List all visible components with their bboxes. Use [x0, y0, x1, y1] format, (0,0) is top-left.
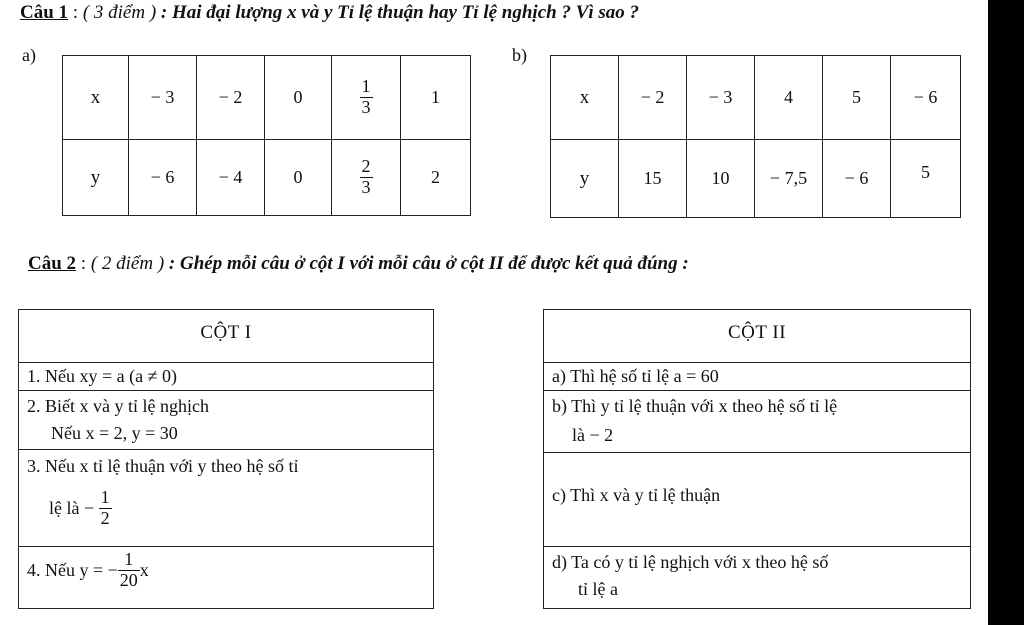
part-a-label: a): [22, 45, 36, 65]
table-a-cell: − 2: [197, 56, 265, 140]
column-ii-row-d-line-2: tỉ lệ a: [578, 579, 618, 599]
table-b-cell: − 3: [687, 56, 755, 140]
column-i-row-3-prefix: lệ là −: [49, 497, 95, 518]
fraction-numerator: 1: [100, 487, 110, 507]
table-b-row-y: [551, 140, 961, 218]
column-ii-divider: [544, 452, 970, 453]
table-b-cell: 4: [755, 56, 823, 140]
table-a-x-label: x: [63, 56, 129, 140]
q1-number: Câu 1: [20, 2, 69, 23]
fraction-denominator: 3: [361, 97, 371, 117]
column-ii-row-c: c) Thì x và y tỉ lệ thuận: [552, 485, 721, 505]
table-b-cell: 5: [891, 140, 961, 218]
q2-points: ( 2 điểm ): [90, 253, 165, 274]
table-a-cell-fraction: [332, 56, 401, 140]
table-a-cell: 1: [401, 56, 471, 140]
table-a-cell: − 4: [197, 140, 265, 216]
column-i-divider: [19, 449, 433, 450]
column-i-row-3-line-1: 3. Nếu x tỉ lệ thuận với y theo hệ số tỉ: [27, 456, 299, 476]
column-ii-row-a: a) Thì hệ số tỉ lệ a = 60: [552, 366, 719, 386]
fraction-numerator: 2: [361, 156, 371, 177]
table-b-cell: 10: [687, 140, 755, 218]
table-b-x-label: x: [551, 56, 619, 140]
column-i-row-4: [27, 550, 427, 591]
table-b-cell: − 2: [619, 56, 687, 140]
fraction: [118, 550, 140, 591]
table-a-cell: 0: [265, 56, 332, 140]
part-b-label: b): [512, 45, 527, 65]
column-i-row-2-line-2: Nếu x = 2, y = 30: [51, 423, 178, 443]
fraction-denominator: 20: [119, 569, 138, 590]
table-a-cell-fraction: [332, 140, 401, 216]
column-ii-row-b-line-1: b) Thì y tỉ lệ thuận với x theo hệ số tỉ lệ: [552, 396, 838, 416]
table-a-row-y: [63, 140, 471, 216]
column-i-row-2-line-1: 2. Biết x và y tỉ lệ nghịch: [27, 396, 209, 416]
fraction-numerator: 1: [124, 549, 134, 569]
table-b: [550, 55, 961, 218]
column-i-row-3-line-2: [49, 488, 427, 529]
column-ii-divider: [544, 390, 970, 391]
fraction-numerator: 1: [361, 76, 371, 97]
table-a-cell: − 3: [129, 56, 197, 140]
table-b-y-label: y: [551, 140, 619, 218]
column-i-row-4-suffix: x: [139, 559, 149, 580]
table-a: [62, 55, 471, 216]
fraction: [360, 157, 373, 198]
table-b-row-x: [551, 56, 961, 140]
fraction-denominator: 2: [100, 507, 110, 528]
table-a-cell: 0: [265, 140, 332, 216]
fraction: [99, 488, 112, 529]
table-a-y-label: y: [63, 140, 129, 216]
q1-points: ( 3 điểm ): [82, 2, 157, 23]
table-b-cell: − 6: [891, 56, 961, 140]
q2-number: Câu 2: [28, 253, 77, 274]
column-i-row-1: 1. Nếu xy = a (a ≠ 0): [27, 366, 177, 386]
table-b-cell: 5: [823, 56, 891, 140]
table-b-cell: − 6: [823, 140, 891, 218]
fraction: [360, 77, 373, 118]
q1-title: [20, 2, 639, 24]
q1-prompt: : Hai đại lượng x và y Tỉ lệ thuận hay Tỉ lệ nghịch ? Vì sao ?: [156, 2, 640, 23]
table-a-row-x: [63, 56, 471, 140]
table-a-cell: − 6: [129, 140, 197, 216]
table-a-cell: 2: [401, 140, 471, 216]
column-i-header: CỘT I: [200, 322, 252, 343]
table-b-cell: − 7,5: [755, 140, 823, 218]
column-ii-box: [543, 309, 971, 609]
q2-prompt: : Ghép mỗi câu ở cột I với mỗi câu ở cột II để được kết quả đúng :: [164, 253, 689, 274]
table-b-cell: 15: [619, 140, 687, 218]
q2-colon: :: [76, 253, 91, 274]
q1-colon: :: [68, 2, 83, 23]
black-edge-bar: [988, 0, 1024, 625]
fraction-denominator: 3: [361, 177, 371, 197]
column-ii-row-b-line-2: là − 2: [572, 425, 614, 445]
column-ii-header: CỘT II: [727, 322, 787, 343]
column-i-box: [18, 309, 434, 609]
column-ii-row-d-line-1: d) Ta có y tỉ lệ nghịch với x theo hệ số: [552, 552, 829, 572]
column-i-row-4-prefix: 4. Nếu y = −: [27, 559, 118, 580]
column-i-divider: [19, 546, 433, 547]
column-i-divider: [19, 390, 433, 391]
q2-title: [28, 253, 689, 275]
column-ii-divider: [544, 546, 970, 547]
